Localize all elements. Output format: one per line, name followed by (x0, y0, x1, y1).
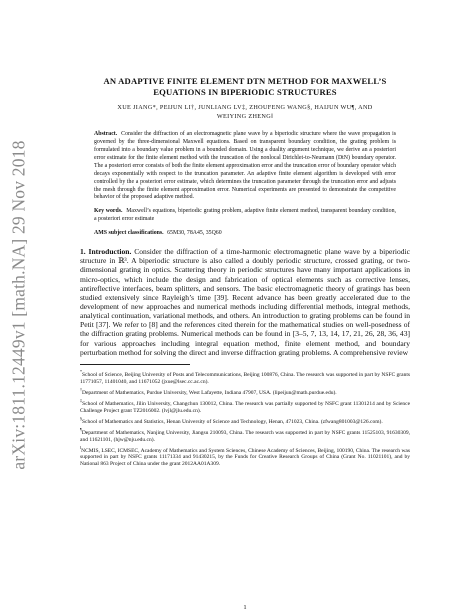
footnote (80, 426, 410, 444)
paper-page (80, 76, 411, 611)
footnote-mark: * (80, 369, 82, 375)
ams-label: AMS subject classifications. (94, 230, 164, 237)
footnote-text: NCMIS, LSEC, ICMSEC, Academy of Mathematics and System Sciences, Chinese Academy of Sciences, Beijing, 100190, China. The research was supported in part by NSFC grants 11171334 and 91430215, by the Funds for Creative Research Groups of China (Grant No. 11021101), and by National 863 Project of China under the grant 2012AA01A309. (80, 447, 410, 468)
abstract-label: Abstract. (94, 131, 118, 138)
footnote-text: School of Mathematics and Statistics, Henan University of Science and Technology, Henan, 471023, China. (zfwang801003@126.com). (82, 418, 383, 425)
page-number: 1 (243, 604, 247, 611)
ams-text: 65M30, 78A45, 35Q60 (167, 230, 222, 237)
footnote-mark: † (80, 387, 82, 393)
footnote-text: Department of Mathematics, Nanjing University, Jiangsu 210093, China. The research was supported in part by NSFC grants 11525103, 91630309, and 11621101, (hjw@nju.edu.cn). (80, 429, 410, 443)
footnote-mark: ¶ (80, 426, 82, 432)
footnote-mark: § (80, 415, 82, 421)
abstract (94, 131, 396, 202)
introduction-text: Consider the diffraction of a time-harmonic electromagnetic plane wave by a biperiodic structure in ℝ³. A biperiodic structure is also called a doubly periodic structure, crossed grating, or two-dimensional grating in optics. Scattering theory in periodic structures have many important applications in micro-optics, which include the design and fabrication of optical elements such as corrective lenses, antireflective interfaces, beam splitters, and sensors. The basic electromagnetic theory of gratings has been studied extensively since Rayleigh’s time [39]. Recent advance has been greatly accelerated due to the development of new approaches and numerical methods including differential methods, integral methods, analytical continuation, variational methods, and others. An introduction to grating problems can be found in Petit [37]. We refer to [8] and the references cited therein for the mathematical studies on well-posedness of the diffraction grating problems. Numerical methods can be found in [3–5, 7, 13, 14, 17, 21, 26, 28, 36, 43] for various approaches including integral equation method, finite element method, and boundary perturbation method for solving the direct and inverse diffraction grating problems. A comprehensive review (80, 247, 410, 357)
keywords-label: Key words. (94, 208, 123, 215)
arxiv-sidebar-stamp (6, 110, 32, 500)
author-list: XUE JIANG*, PEIJUN LI†, JUNLIANG LV‡, ZHOUFENG WANG§, HAIJUN WU¶, AND WEIYING ZHENG‖ (117, 104, 373, 120)
footnote-divider (80, 364, 190, 365)
footnote (80, 386, 410, 397)
footnote (80, 444, 410, 469)
footnote (80, 415, 410, 426)
keywords (94, 208, 396, 224)
introduction-section (80, 247, 410, 357)
footnotes (80, 368, 410, 468)
footnote-mark: ‡ (80, 398, 83, 404)
footnote (80, 397, 410, 415)
abstract-text: Consider the diffraction of an electromagnetic plane wave by a biperiodic structure where the wave propagation is governed by the three-dimensional Maxwell equations. Based on transparent boundary condition, the grating problem is formulated into a boundary value problem in a bounded domain. Using a duality argument technique, we derive an a posteriori error estimate for the finite element method with the truncation of the nonlocal Dirichlet-to-Neumann (DtN) boundary operator. The a posteriori error consists of both the finite element approximation error and the truncation error of boundary operator which decays exponentially with respect to the truncation parameter. An adaptive finite element algorithm is developed with error controlled by the a posteriori error estimate, which determines the truncation parameter through the truncation error and adjusts the mesh through the finite element approximation error. Numerical experiments are presented to demonstrate the competitive behavior of the proposed adaptive method. (94, 131, 396, 201)
keywords-text: Maxwell’s equations, biperiodic grating problem, adaptive finite element method, transparent boundary condition, a posteriori error estimate (94, 208, 396, 223)
footnote-mark: ‖ (80, 444, 82, 450)
footnote-text: School of Mathematics, Jilin University, Changchun 130012, China. The research was partially supported by NSFC grant 11301214 and by Science Challenge Project grant TZ2016002. (lvjl@jlu.edu.cn). (80, 400, 411, 414)
ams-classifications (94, 230, 396, 238)
footnote (80, 368, 410, 386)
footnote-text: School of Science, Beijing University of Posts and Telecommunications, Beijing 100876, China. The research was supported in part by NSFC grants 11771057, 11401040, and 11671052 (jxue@lsec.cc.ac.cn). (80, 372, 410, 386)
footnote-text: Department of Mathematics, Purdue University, West Lafayette, Indiana 47907, USA. (lipeijun@math.purdue.edu). (82, 390, 337, 397)
paper-title: AN ADAPTIVE FINITE ELEMENT DTN METHOD FOR MAXWELL’S EQUATIONS IN BIPERIODIC STRUCTURES (103, 76, 387, 97)
arxiv-identifier: arXiv:1811.12449v1 [math.NA] 29 Nov 2018 (8, 140, 29, 470)
section-heading: 1. Introduction. (80, 247, 132, 257)
